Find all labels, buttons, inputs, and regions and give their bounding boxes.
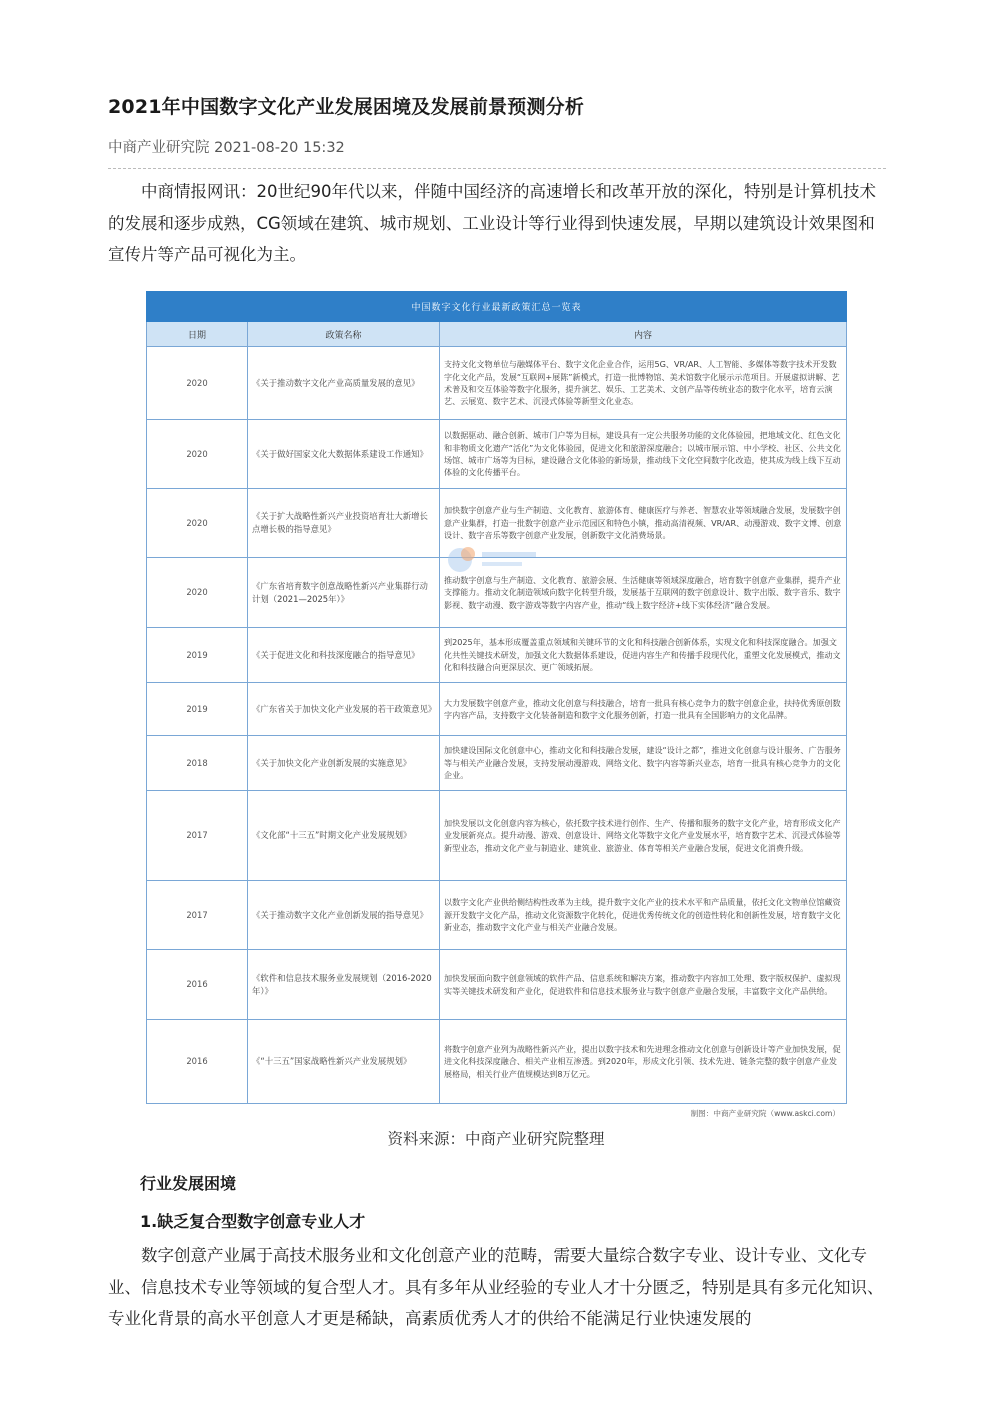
cell-policy-name: 《关于促进文化和科技深度融合的指导意见》 — [248, 628, 440, 683]
table-row — [147, 489, 847, 558]
table-body — [147, 347, 847, 1104]
table-caption: 中国数字文化行业最新政策汇总一览表 — [147, 292, 847, 322]
cell-content: 加快发展面向数字创意领域的软件产品、信息系统和解决方案，推动数字内容加工处理、数字版权保护、虚拟现实等关键技术研发和产业化，促进软件和信息技术服务业与数字创意产业融合发展，丰富数字文化产品供给。 — [440, 950, 847, 1020]
column-header-policy: 政策名称 — [248, 322, 440, 347]
cell-policy-name: 《文化部“十三五”时期文化产业发展规划》 — [248, 791, 440, 881]
cell-policy-name: 《“十三五”国家战略性新兴产业发展规划》 — [248, 1020, 440, 1104]
article-title: 2021年中国数字文化产业发展困境及发展前景预测分析 — [108, 96, 585, 118]
cell-content: 加快建设国际文化创意中心，推动文化和科技融合发展，建设“设计之都”，推进文化创意与设计服务、广告服务等与相关产业融合发展，支持发展动漫游戏、网络文化、数字内容等新兴业态，培育一批具有核心竞争力的文化企业。 — [440, 736, 847, 791]
section-heading: 行业发展困境 — [140, 1174, 237, 1193]
cell-content: 以数字文化产业供给侧结构性改革为主线，提升数字文化产业的技术水平和产品质量，依托文化文物单位馆藏资源开发数字文化产品，推动文化资源数字化转化，促进优秀传统文化的创造性转化和创新性发展，培育数字文化新业态，推动数字文化产业与相关产业融合发展。 — [440, 881, 847, 950]
policy-table-figure — [146, 291, 846, 1118]
chart-credit: 制图：中商产业研究院（www.askci.com） — [690, 1109, 840, 1118]
cell-date: 2019 — [147, 628, 248, 683]
table-header-row — [147, 322, 847, 347]
table-row — [147, 683, 847, 736]
data-source-note: 资料来源：中商产业研究院整理 — [387, 1130, 605, 1148]
section-body-paragraph: 数字创意产业属于高技术服务业和文化创意产业的范畴，需要大量综合数字专业、设计专业、文化专业、信息技术专业等领域的复合型人才。具有多年从业经验的专业人才十分匮乏，特别是具有多元化知识、专业化背景的高水平创意人才更是稀缺，高素质优秀人才的供给不能满足行业快速发展的 — [108, 1246, 884, 1328]
cell-content: 推动数字创意与生产制造、文化教育、旅游会展、生活健康等领域深度融合，培育数字创意产业集群，提升产业支撑能力。推动文化制造领域向数字化转型升级，发展基于互联网的数字创意设计、数字出版、数字音乐、数字影视、数字动漫、数字游戏等数字内容产业，推动“线上数字经济+线下实体经济”融合发展。 — [440, 558, 847, 628]
divider — [108, 168, 886, 169]
cell-policy-name: 《软件和信息技术服务业发展规划（2016-2020年）》 — [248, 950, 440, 1020]
cell-policy-name: 《关于做好国家文化大数据体系建设工作通知》 — [248, 420, 440, 489]
cell-date: 2020 — [147, 558, 248, 628]
cell-content: 加快数字创意产业与生产制造、文化教育、旅游体育、健康医疗与养老、智慧农业等领域融合发展，发展数字创意产业集群，打造一批数字创意产业示范园区和特色小镇，推动高清视频、VR/AR、动漫游戏、数字文博、创意设计、数字音乐等数字创意产业发展，创新数字文化消费场景。 — [440, 489, 847, 558]
table-row — [147, 558, 847, 628]
cell-date: 2020 — [147, 489, 248, 558]
cell-content: 支持文化文物单位与融媒体平台、数字文化企业合作，运用5G、VR/AR、人工智能、多媒体等数字技术开发数字化文化产品，发展“互联网+展陈”新模式，打造一批博物馆、美术馆数字化展示示范项目。开展虚拟讲解、艺术普及和交互体验等数字化服务，提升演艺、娱乐、工艺美术、文创产品等传统业态的数字化水平，培育云演艺、云展览、数字艺术、沉浸式体验等新型文化业态。 — [440, 347, 847, 420]
cell-content: 加快发展以文化创意内容为核心，依托数字技术进行创作、生产、传播和服务的数字文化产业，培育形成文化产业发展新亮点。提升动漫、游戏、创意设计、网络文化等数字文化产业发展水平，培育数字艺术、沉浸式体验等新型业态，推动文化产业与制造业、建筑业、旅游业、体育等相关产业融合发展，促进文化消费升级。 — [440, 791, 847, 881]
column-header-content: 内容 — [440, 322, 847, 347]
cell-date: 2019 — [147, 683, 248, 736]
cell-date: 2016 — [147, 950, 248, 1020]
cell-policy-name: 《关于推动数字文化产业创新发展的指导意见》 — [248, 881, 440, 950]
column-header-date: 日期 — [147, 322, 248, 347]
cell-policy-name: 《广东省培育数字创意战略性新兴产业集群行动计划（2021—2025年）》 — [248, 558, 440, 628]
cell-date: 2020 — [147, 420, 248, 489]
cell-date: 2018 — [147, 736, 248, 791]
article-source: 中商产业研究院 — [108, 140, 210, 156]
cell-content: 大力发展数字创意产业，推动文化创意与科技融合，培育一批具有核心竞争力的数字创意企业，扶持优秀原创数字内容产品，支持数字文化装备制造和数字文化服务创新，打造一批具有全国影响力的文化品牌。 — [440, 683, 847, 736]
cell-content: 到2025年，基本形成覆盖重点领域和关键环节的文化和科技融合创新体系，实现文化和科技深度融合。加强文化共性关键技术研发，加强文化大数据体系建设，促进内容生产和传播手段现代化，重塑文化发展模式，推动文化和科技融合向更深层次、更广领域拓展。 — [440, 628, 847, 683]
table-row — [147, 950, 847, 1020]
intro-paragraph: 中商情报网讯：20世纪90年代以来，伴随中国经济的高速增长和改革开放的深化，特别是计算机技术的发展和逐步成熟，CG领域在建筑、城市规划、工业设计等行业得到快速发展，早期以建筑设计效果图和宣传片等产品可视化为主。 — [108, 182, 876, 264]
table-row — [147, 881, 847, 950]
cell-content: 将数字创意产业列为战略性新兴产业，提出以数字技术和先进理念推动文化创意与创新设计等产业加快发展，促进文化科技深度融合、相关产业相互渗透。到2020年，形成文化引领、技术先进、链条完整的数字创意产业发展格局，相关行业产值规模达到8万亿元。 — [440, 1020, 847, 1104]
article-datetime: 2021-08-20 15:32 — [214, 140, 345, 156]
table-row — [147, 1020, 847, 1104]
table-row — [147, 791, 847, 881]
cell-date: 2017 — [147, 791, 248, 881]
cell-policy-name: 《广东省关于加快文化产业发展的若干政策意见》 — [248, 683, 440, 736]
policy-table — [146, 291, 847, 1104]
cell-content: 以数据驱动、融合创新、城市门户等为目标，建设具有一定公共服务功能的文化体验园，把地域文化、红色文化和非物质文化遗产“活化”为文化体验园，促进文化和旅游深度融合；以城市展示馆、中小学校、社区、公共文化场馆、城市广场等为目标，建设融合文化体验的新场景，推动线下文化空间数字化改造，使其成为线上线下互动体验的文化传播平台。 — [440, 420, 847, 489]
cell-policy-name: 《关于加快文化产业创新发展的实施意见》 — [248, 736, 440, 791]
cell-policy-name: 《关于扩大战略性新兴产业投资培育壮大新增长点增长极的指导意见》 — [248, 489, 440, 558]
table-row — [147, 420, 847, 489]
cell-date: 2017 — [147, 881, 248, 950]
article-meta — [108, 136, 345, 157]
table-row — [147, 347, 847, 420]
cell-date: 2020 — [147, 347, 248, 420]
cell-policy-name: 《关于推动数字文化产业高质量发展的意见》 — [248, 347, 440, 420]
cell-date: 2016 — [147, 1020, 248, 1104]
table-row — [147, 628, 847, 683]
section-subheading: 1.缺乏复合型数字创意专业人才 — [140, 1212, 366, 1231]
table-row — [147, 736, 847, 791]
